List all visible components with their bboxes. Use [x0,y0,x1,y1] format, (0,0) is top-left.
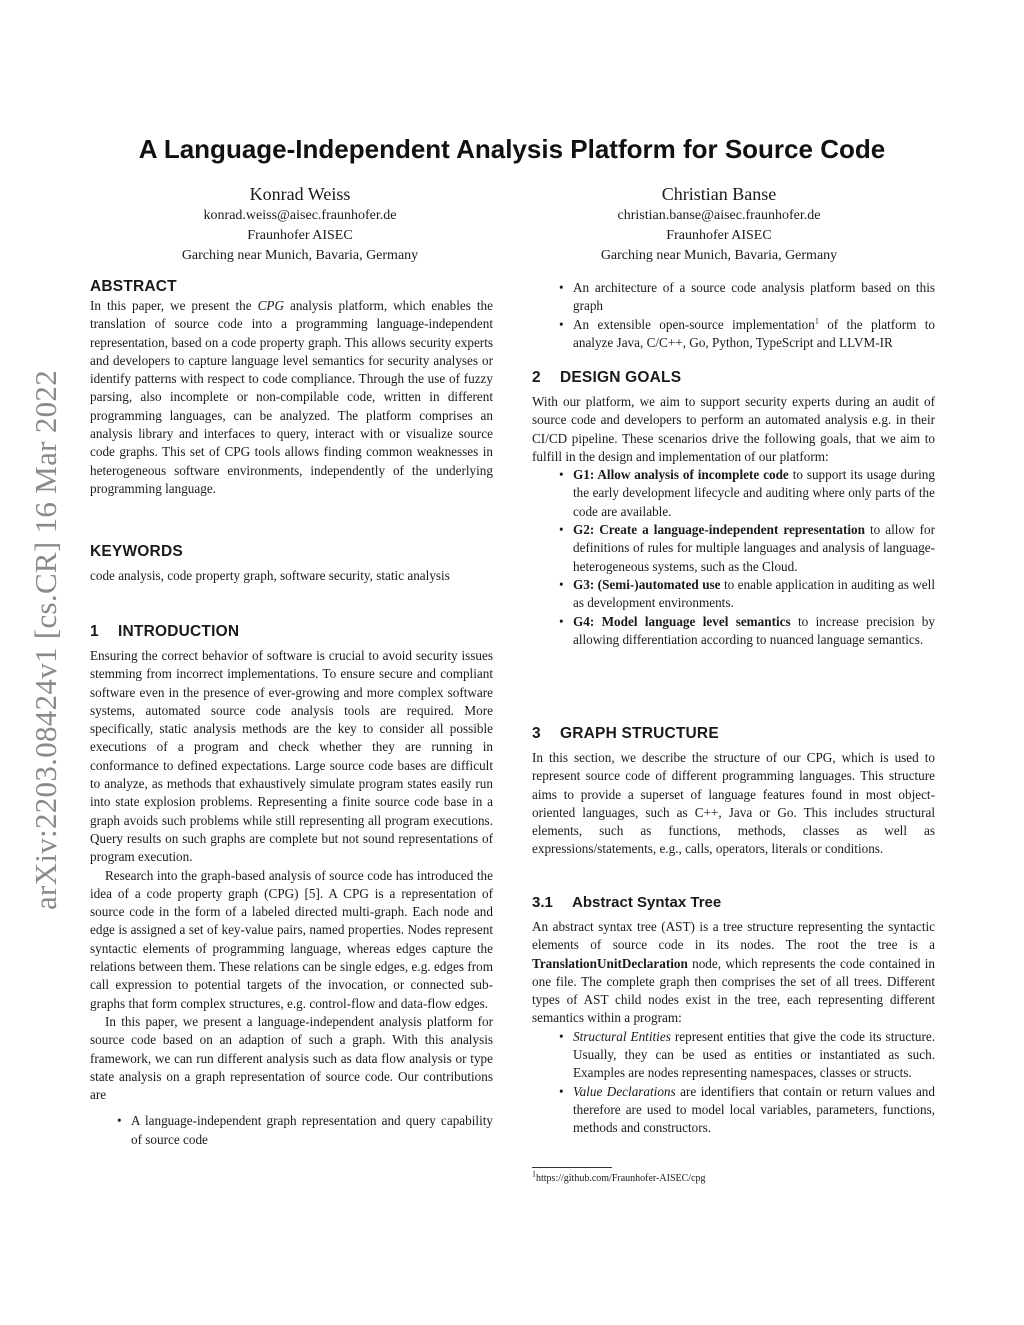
graph-structure-section [532,724,935,859]
goal-item [573,576,935,613]
introduction-section [90,622,493,1149]
abstract-text [90,297,493,498]
contributions-continued [532,279,935,352]
abstract-section [90,277,493,498]
author-affiliation: Fraunhofer AISEC [666,228,772,243]
author-block [100,182,500,266]
text-run: represent entities that give the code its structure. Usually, they can be used as entities or instantiated as such. Examples are nodes representing namespaces, classes or structs. [573,1028,935,1081]
keywords-heading: KEYWORDS [90,543,183,560]
italic-text: Value Declarations [573,1083,676,1099]
author-location: Garching near Munich, Bavaria, Germany [181,248,419,263]
text-run: Ensuring the correct behavior of software is crucial to avoid security issues stemming from incorrect implementations. To ensure secure and compliant software even in the presence of ever-growing and more complex software systems, automated source code analysis tools are required. More specifically, static analysis methods are the key to consider all possible executions of a program and check whether they are running in conformance to defined expectations. Large source code bases are difficult to analyze, as methods that exhaustively simulate program states easily run into state explosion problems. Representing a finite source code base in a graph avoids such problems while still representing all program executions. Query results on such graphs are complete but not sound representations of program execution. [90,648,493,865]
bold-text: G4: Model language level semantics [573,613,791,629]
author-name: Konrad Weiss [249,184,351,204]
goal-item [573,521,935,576]
author-block [519,182,919,266]
author-name: Christian Banse [661,184,777,204]
text-run: In this paper, we present a language-independent analysis platform for source code based on an adaption of such a graph. With this analysis framework, we can run different analysis such as data flow analysis or type state analysis on a graph representation of source code. Our contributions are [90,1013,493,1103]
paragraph [90,647,493,867]
contributions-list [90,1112,493,1149]
paragraph [532,918,935,1028]
section-heading [532,368,935,388]
text-run: code analysis, code property graph, software security, static analysis [90,568,450,583]
paragraph [90,867,493,1013]
list-item [573,1028,935,1083]
subsection-title: Abstract Syntax Tree [572,894,722,911]
author-email: konrad.weiss@aisec.fraunhofer.de [203,208,397,223]
keywords-section [90,542,493,585]
keywords-text [90,567,493,585]
footnote-ref: 1 [814,316,819,326]
goals-list [532,466,935,649]
bold-text: TranslationUnitDeclaration [532,955,688,971]
bold-text: G3: (Semi-)automated use [573,576,721,592]
ast-subsection [532,893,935,1138]
text-run: to allow for definitions of rules for multiple languages and analysis of language-heterogeneous systems, such as the Cloud. [573,522,935,574]
contributions-list [532,279,935,352]
bold-text: G2: Create a language-independent representation [573,522,865,538]
text-run: node, which represents the code contained in one file. The complete graph then comprises the set of all trees. Different types of AST child nodes exist in the tree, each representing different semantics within a program: [532,955,935,1026]
bold-text: G1: Allow analysis of incomplete code [573,467,789,483]
text-run: are identifiers that contain or return values and therefore are used to model local variables, parameters, functions, methods and constructors. [573,1083,935,1136]
abstract-heading: ABSTRACT [90,278,177,295]
text-run: In this section, we describe the structure of our CPG, which is used to represent source code of different programming languages. This structure aims to provide a superset of language features found in most object-oriented languages, such as C++, Java or Go. This includes structural elements, such as functions, methods, classes as well as expressions/statements, e.g., calls, operators, literals or conditions. [532,750,935,857]
goal-item [573,466,935,521]
section-title: DESIGN GOALS [560,369,682,386]
italic-text: Structural Entities [573,1028,671,1044]
design-goals-section [532,368,935,649]
section-number: 3 [532,725,541,742]
section-number: 2 [532,369,541,386]
footnote-link[interactable]: https://github.com/Fraunhofer-AISEC/cpg [536,1173,706,1184]
text-run: In this paper, we present the [90,298,258,313]
text-run: An extensible open-source implementation [573,316,815,332]
list-item [131,1112,493,1149]
paragraph [90,1013,493,1104]
author-email: christian.banse@aisec.fraunhofer.de [617,208,821,223]
arxiv-identifier-stamp: arXiv:2203.08424v1 [cs.CR] 16 Mar 2022 [28,369,63,911]
paragraph [532,393,935,466]
text-run: A language-independent graph representation and query capability of source code [131,1113,493,1147]
text-run: to enable application in auditing as well as development environments. [573,576,935,611]
section-heading [532,724,935,744]
goal-item [573,613,935,650]
text-run: analysis platform, which enables the translation of source code into a programming language-independent representation, based on a code property graph. This allows security experts and developers to capture language level semantics for security analyses or identify patterns with respect to code compliance. Through the use of fuzzy parsing, also incomplete or non-compilable code, written in different programming languages, can be analyzed. The platform comprises an analysis library and interfaces to query, interact with or visualize source code graphs. This set of CPG tools allows finding common weaknesses in heterogeneous software environments, independently of the underlying programming language. [90,298,494,496]
paragraph [532,749,935,859]
footnote-divider [532,1167,612,1168]
subsection-number: 3.1 [532,894,553,911]
italic-text: CPG [257,298,284,313]
footnote [532,1169,706,1186]
paper-title: A Language-Independent Analysis Platform for Source Code [138,134,886,164]
author-affiliation: Fraunhofer AISEC [247,228,353,243]
text-run: With our platform, we aim to support security experts during an audit of source code and developers to perform an automated analysis e.g. in their CI/CD pipeline. These scenarios drive the following goals, that we aim to fulfill in the design and implementation of our platform: [532,394,935,464]
author-location: Garching near Munich, Bavaria, Germany [600,248,838,263]
text-run: of the platform to analyze Java, C/C++, Go, Python, TypeScript and LLVM-IR [573,316,935,350]
section-title: GRAPH STRUCTURE [560,725,719,742]
text-run: to increase precision by allowing differentiation according to nuanced language semantics. [573,613,935,647]
text-run: An architecture of a source code analysis platform based on this graph [573,280,935,314]
list-item [573,1083,935,1138]
subsection-heading [532,893,935,913]
ast-node-types-list [532,1028,935,1138]
section-number: 1 [90,623,99,640]
text-run: to support its usage during the early development lifecycle and auditing where only parts of the code are available. [573,467,935,519]
section-heading [90,622,493,642]
list-item [573,316,935,353]
text-run: An abstract syntax tree (AST) is a tree structure representing the syntactic elements of source code in its nodes. The root the tree is a [532,919,935,953]
section-title: INTRODUCTION [118,623,240,640]
footnote-mark: 1 [532,1169,536,1179]
list-item [573,279,935,316]
text-run: Research into the graph-based analysis of source code has introduced the idea of a code property graph (CPG) [5]. A CPG is a representation of source code in the form of a labeled directed multi-graph. Each node and edge is assigned a set of key-value pairs, named properties. Nodes represent syntactic elements of programming language, whereas edges capture the relations between them. These relations can be single edges, e.g. edges from call expression to potential targets of the invocation, or connected sub-graphs that form complex structures, e.g. control-flow and data-flow edges. [90,867,493,1011]
